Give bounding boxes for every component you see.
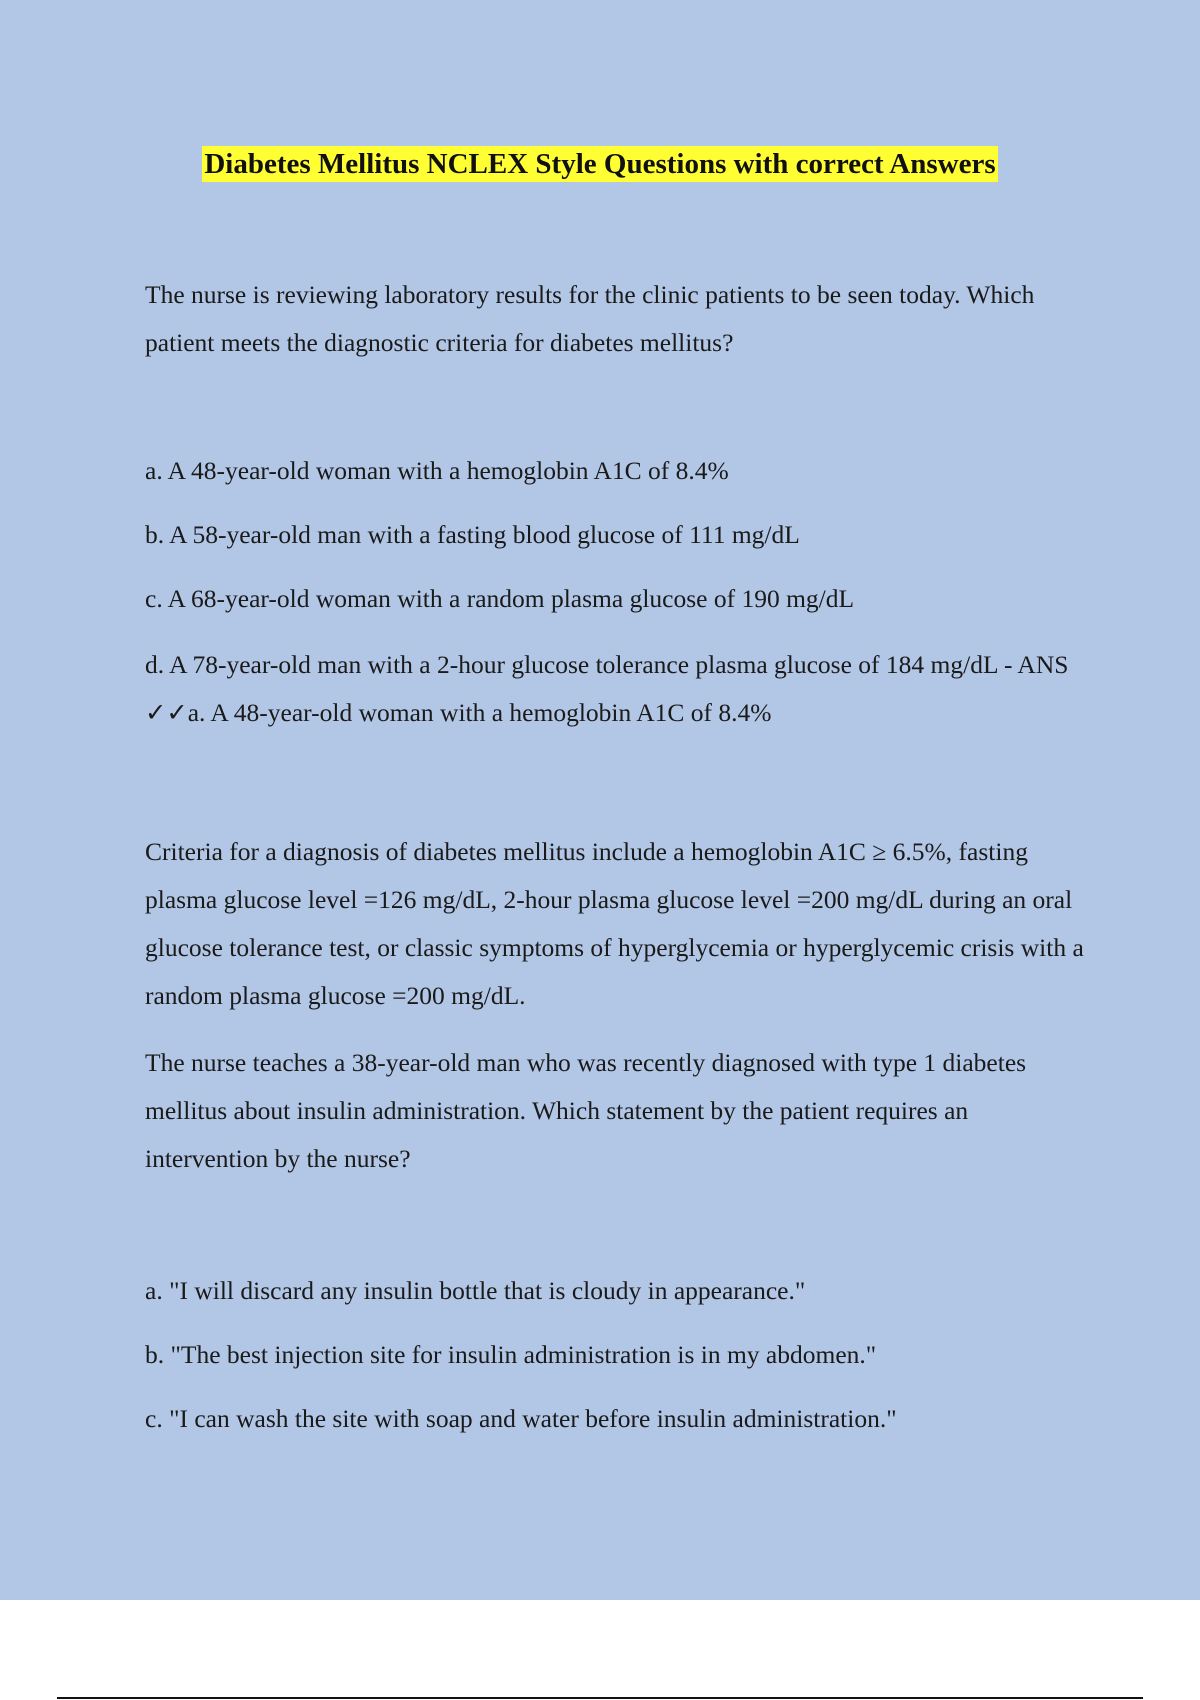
question-1-option-a: a. A 48-year-old woman with a hemoglobin A1C of 8.4% <box>145 456 729 485</box>
question-1-option-d-with-answer: d. A 78-year-old man with a 2-hour glucose tolerance plasma glucose of 184 mg/dL - ANS ✓✓a. A 48-year-old woman with a hemoglobin A1C of 8.4% <box>145 650 1069 727</box>
question-2-option-c: c. "I can wash the site with soap and water before insulin administration." <box>145 1404 897 1433</box>
question-1-option-c: c. A 68-year-old woman with a random plasma glucose of 190 mg/dL <box>145 584 855 613</box>
question-1-stem: The nurse is reviewing laboratory results for the clinic patients to be seen today. Which patient meets the diagnostic criteria for diabetes mellitus? <box>145 280 1035 357</box>
title-row <box>0 146 1200 182</box>
question-2-stem: The nurse teaches a 38-year-old man who was recently diagnosed with type 1 diabetes mellitus about insulin administration. Which statement by the patient requires an intervention by the nurse? <box>145 1048 1027 1173</box>
question-1-option-b: b. A 58-year-old man with a fasting blood glucose of 111 mg/dL <box>145 520 800 549</box>
question-1-rationale: Criteria for a diagnosis of diabetes mellitus include a hemoglobin A1C ≥ 6.5%, fasting plasma glucose level =126 mg/dL, 2-hour plasma glucose level =200 mg/dL during an oral glucose tolerance test, or classic symptoms of hyperglycemia or hyperglycemic crisis with a random plasma glucose =200 mg/dL. <box>145 837 1084 1010</box>
question-2-option-b: b. "The best injection site for insulin administration is in my abdomen." <box>145 1340 877 1369</box>
question-2-option-a: a. "I will discard any insulin bottle that is cloudy in appearance." <box>145 1276 806 1305</box>
document-title: Diabetes Mellitus NCLEX Style Questions with correct Answers <box>204 148 996 180</box>
footer-divider <box>57 1697 1143 1699</box>
